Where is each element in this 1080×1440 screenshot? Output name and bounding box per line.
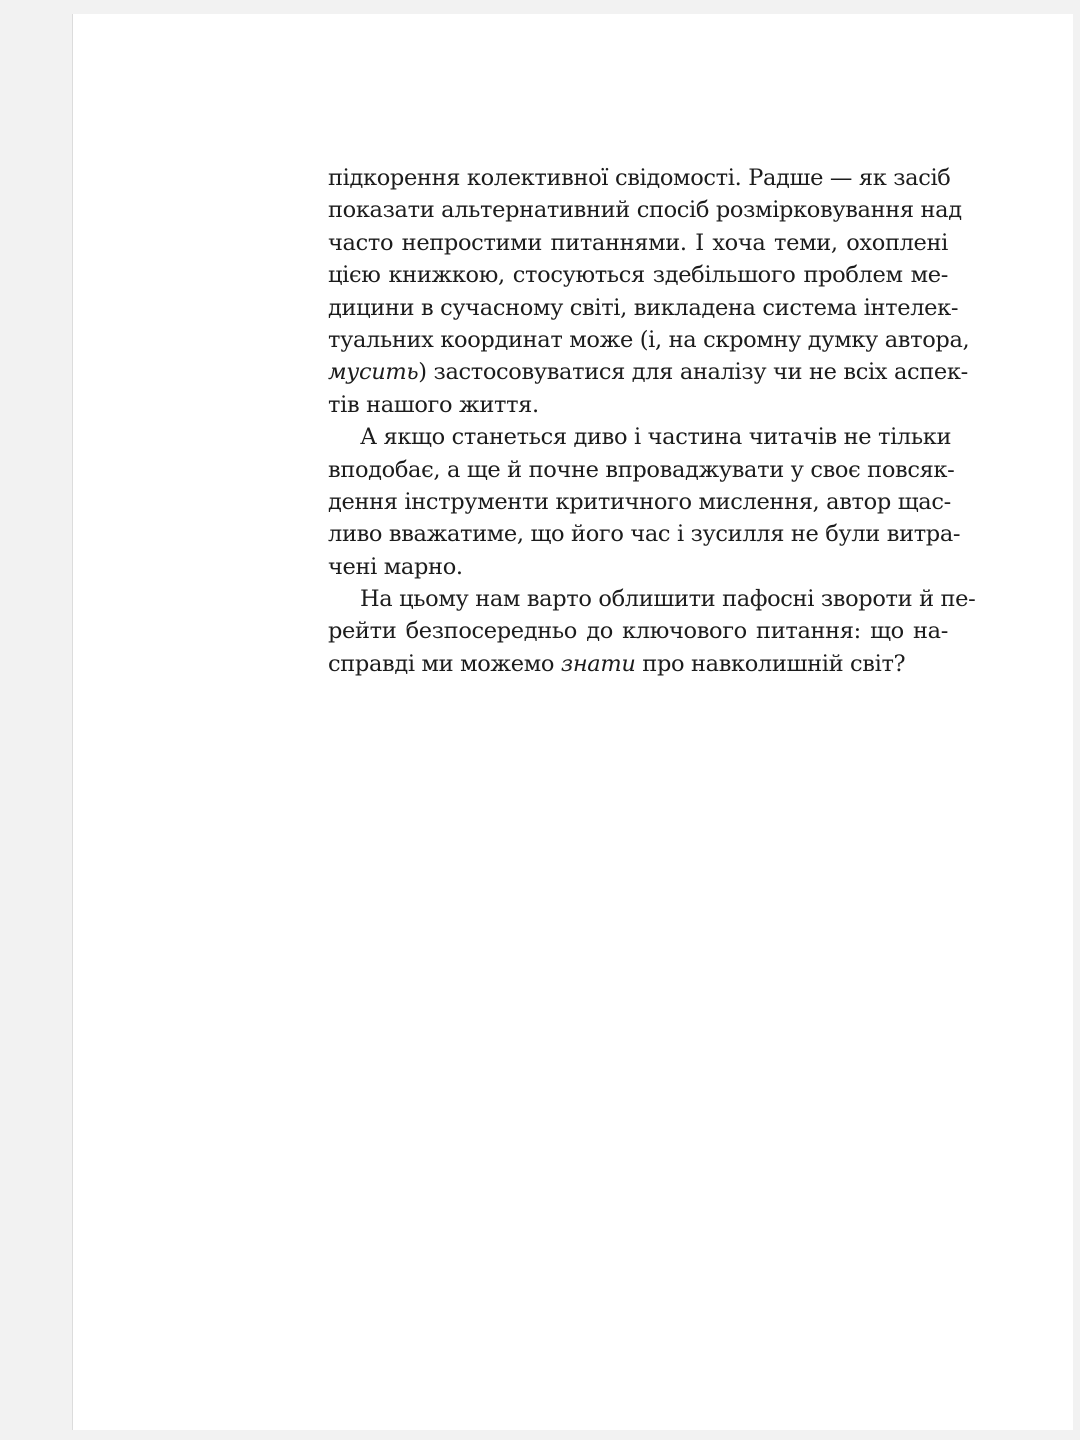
text-run: дення інструменти критичного мислення, автор щас-	[328, 488, 951, 515]
text-run: ) застосовуватися для аналізу чи не всіх аспек-	[418, 359, 968, 386]
text-run: На цьому нам варто облишити пафосні звороти й пе-	[360, 586, 976, 613]
text-line	[328, 194, 962, 226]
text-line	[328, 648, 948, 680]
text-line	[328, 421, 952, 453]
text-run: про навколишній світ?	[635, 650, 906, 677]
text-run: цією книжкою, стосуються здебільшого проблем ме-	[328, 262, 948, 289]
body-text	[328, 162, 976, 680]
paragraph	[328, 583, 976, 680]
paragraph	[328, 421, 961, 583]
text-line	[328, 227, 948, 259]
text-line	[328, 292, 959, 324]
text-line	[328, 454, 955, 486]
text-run: вподобає, а ще й почне впроваджувати у своє повсяк-	[328, 456, 955, 483]
text-line	[328, 518, 961, 550]
text-line	[328, 583, 976, 615]
text-run: ливо вважатиме, що його час і зусилля не були витра-	[328, 521, 961, 548]
text-run: показати альтернативний спосіб розмірковування над	[328, 197, 962, 224]
text-run: А якщо станеться диво і частина читачів не тільки	[360, 424, 952, 451]
text-run: підкорення колективної свідомості. Радше — як засіб	[328, 165, 951, 191]
italic-emphasis: мусить	[328, 359, 419, 386]
text-line	[328, 615, 948, 647]
text-line	[328, 389, 948, 421]
text-run: справді ми можемо	[328, 650, 561, 677]
text-line	[328, 551, 948, 583]
text-line	[328, 162, 951, 194]
book-page	[72, 14, 1073, 1430]
text-run: тів нашого життя.	[328, 391, 539, 418]
text-line	[328, 356, 968, 388]
text-run: часто непростими питаннями. І хоча теми, охоплені	[328, 229, 948, 256]
paragraph	[328, 162, 970, 421]
italic-emphasis: знати	[560, 650, 636, 677]
text-run: чені марно.	[328, 553, 463, 580]
text-run: дицини в сучасному світі, викладена система інтелек-	[328, 294, 959, 321]
text-run: рейти безпосередньо до ключового питання: що на-	[328, 618, 948, 645]
text-line	[328, 324, 970, 356]
text-run: туальних координат може (і, на скромну думку автора,	[328, 326, 970, 353]
text-line	[328, 259, 948, 291]
text-line	[328, 486, 951, 518]
